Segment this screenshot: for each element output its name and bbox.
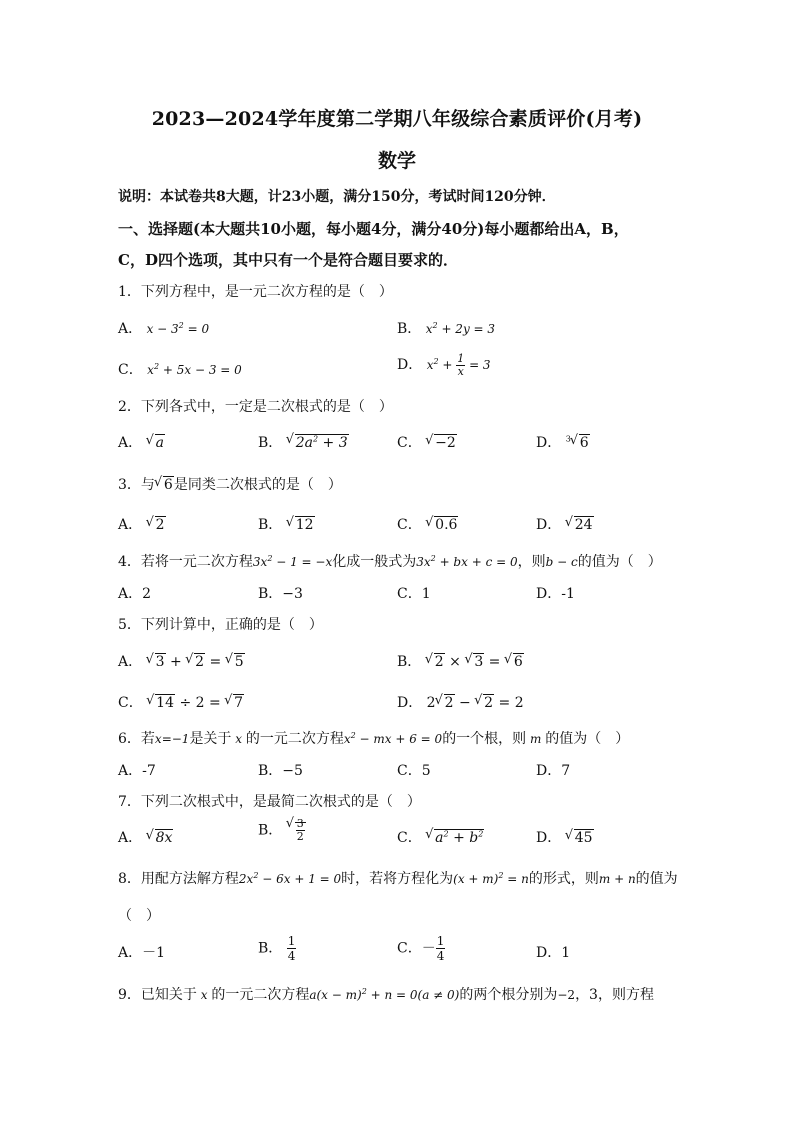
q4-option-d: D．-1 <box>536 586 575 602</box>
q6-option-c: C．5 <box>397 763 431 779</box>
q5-option-c: C． √ 14 ÷ 2 = √ 7 <box>118 692 244 712</box>
q1-option-d: D． $x^2$ + $\frac{1}{x}$ = 3 <box>397 352 491 378</box>
q8-option-d: D．1 <box>536 945 571 961</box>
q3-option-a: A． √ 2 <box>118 514 166 534</box>
q5-option-b: B． √ 2 × √ 3 = √ 6 <box>397 651 524 671</box>
q8-option-c: C．－ $\frac{1}{4}$ <box>397 934 445 963</box>
section-heading-line2: C，D四个选项，其中只有一个是符合题目要求的． <box>118 251 458 269</box>
q7-option-d: D． √ 45 <box>536 827 594 847</box>
q3-option-b: B． √ 12 <box>258 514 315 534</box>
question-5-stem: 5．下列计算中，正确的是（ ） <box>118 617 323 633</box>
exam-note: 说明：本试卷共8大题，计23小题，满分150分，考试时间120分钟． <box>118 189 556 205</box>
q2-option-d: D． $^3$√ 6 <box>536 432 590 452</box>
q8-option-b: B． $\frac{1}{4}$ <box>258 934 296 963</box>
q7-option-a: A． √ 8x <box>118 827 173 847</box>
q3-option-d: D． √ 24 <box>536 514 594 534</box>
q1-option-b: B． $x^2 + 2y = 3$ <box>397 321 496 337</box>
question-2-stem: 2．下列各式中，一定是二次根式的是（ ） <box>118 399 393 415</box>
q6-option-a: A．-7 <box>118 763 156 779</box>
question-8-stem-cont: （ ） <box>118 908 160 924</box>
q7-option-b: B． √ $\frac{3}{2}$ <box>258 818 306 843</box>
question-6-stem: 6．若x=−1是关于 x 的一元二次方程$x^2$ − mx + 6 = 0的一个根，则 m 的值为（ ） <box>118 731 630 747</box>
q8-option-a: A．－1 <box>118 945 166 961</box>
q4-option-a: A．2 <box>118 586 152 602</box>
q1-option-a: A． $x - 3^2 = 0$ <box>118 321 210 337</box>
section-heading-line1: 一、选择题(本大题共10小题，每小题4分，满分40分)每小题都给出A，B， <box>118 220 629 238</box>
q1-option-c: C． $x^2 + 5x - 3 = 0$ <box>118 362 242 378</box>
question-1-stem: 1．下列方程中，是一元二次方程的是（ ） <box>118 284 393 300</box>
q2-option-c: C． √ −2 <box>397 432 457 452</box>
q2-option-a: A． √ a <box>118 432 165 452</box>
q2-option-b: B． √ $2a^2 + 3$ <box>258 432 349 452</box>
question-8-stem: 8．用配方法解方程$2x^2 - 6x + 1 = 0$时，若将方程化为$(x + m)^2 = n$的形式，则m + n的值为 <box>118 871 678 887</box>
q6-option-d: D．7 <box>536 763 571 779</box>
q6-option-b: B．−5 <box>258 763 303 779</box>
q4-option-c: C．1 <box>397 586 431 602</box>
exam-subject: 数学 <box>377 150 416 172</box>
question-7-stem: 7．下列二次根式中，是最简二次根式的是（ ） <box>118 794 421 810</box>
q7-option-c: C． √ $a^2 + b^2$ <box>397 827 484 847</box>
question-3-stem: 3．与√ 6是同类二次根式的是（ ） <box>118 474 342 494</box>
q4-option-b: B．−3 <box>258 586 303 602</box>
q3-option-c: C． √ 0.6 <box>397 514 458 534</box>
exam-title: 2023—2024学年度第二学期八年级综合素质评价(月考) <box>151 108 643 130</box>
q5-option-d: D． 2√ 2 − √ 2 = 2 <box>397 692 524 712</box>
question-9-stem: 9．已知关于 x 的一元二次方程$a(x - m)^2 + n = 0(a \ne 0)$的两个根分别为−2，3，则方程 <box>118 987 654 1003</box>
q5-option-a: A． √ 3 + √ 2 = √ 5 <box>118 651 245 671</box>
question-4-stem: 4．若将一元二次方程$3x^2 - 1 = -x$化成一般式为$3x^2$ + bx + c = 0，则b − c的值为（ ） <box>118 554 662 570</box>
